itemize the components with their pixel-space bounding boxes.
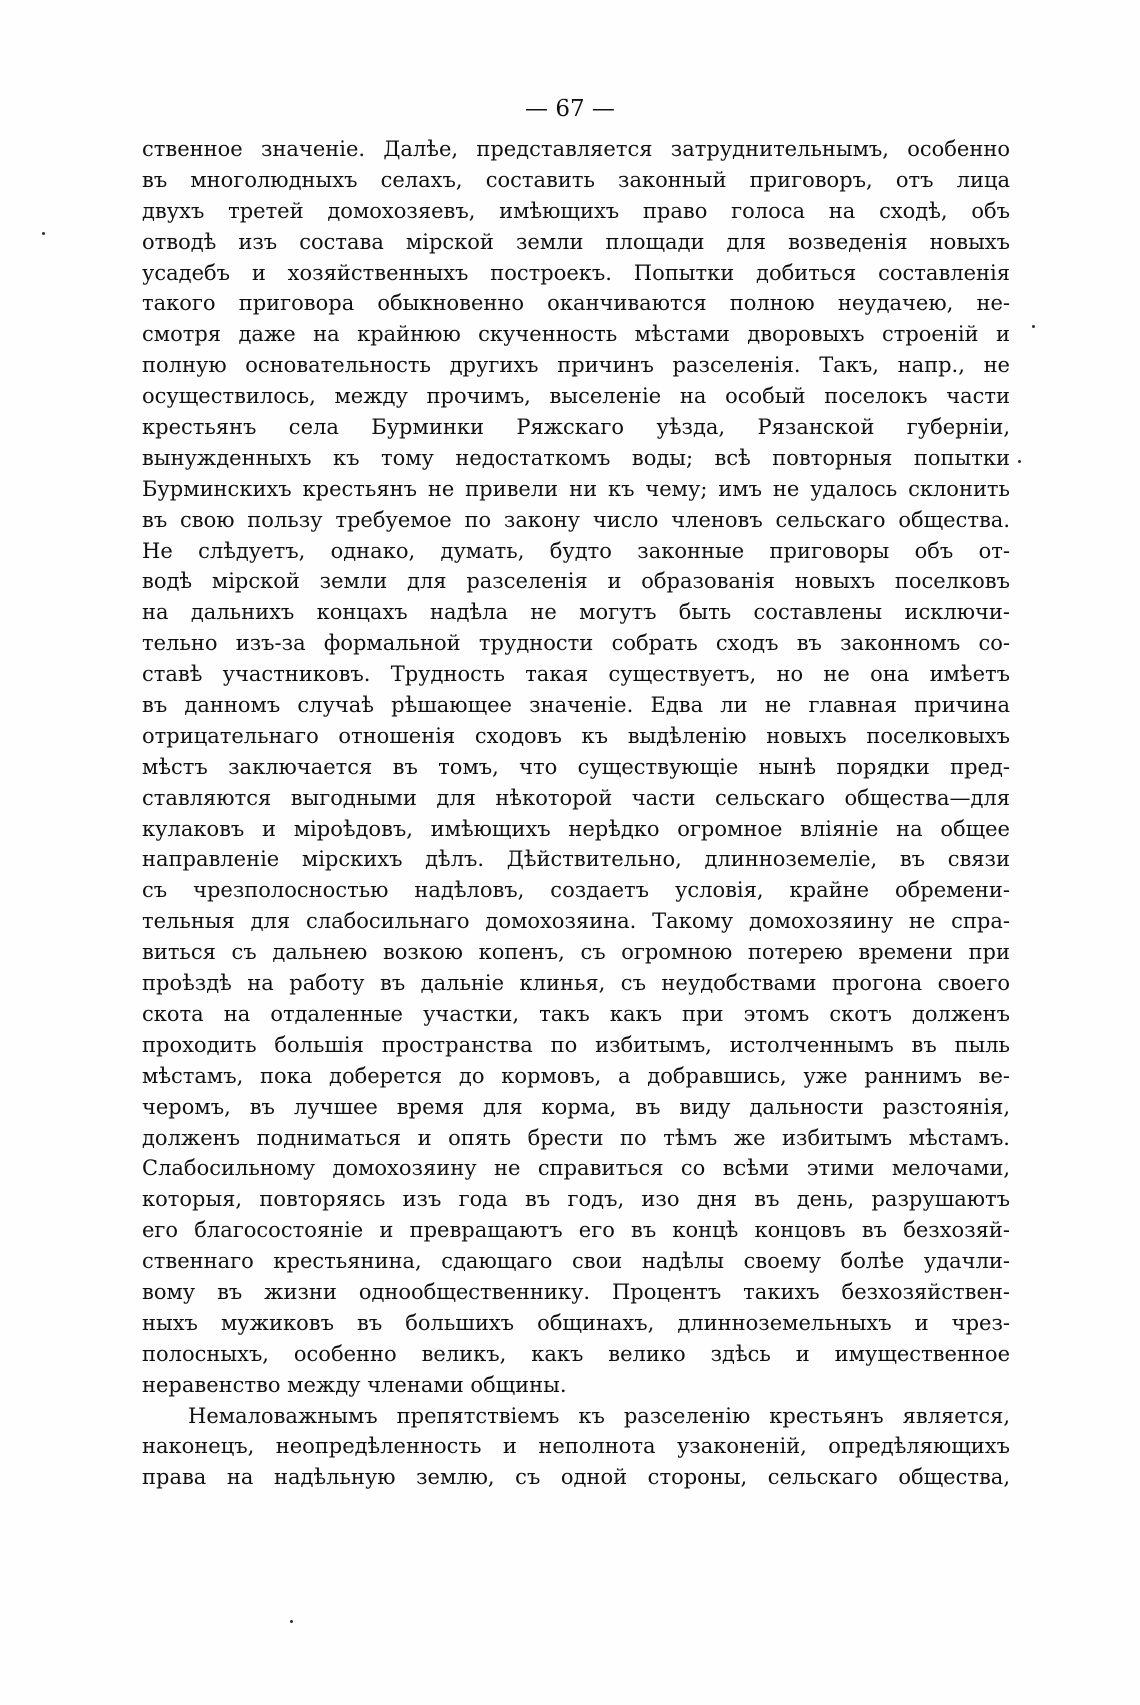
text-line: ставѣ участниковъ. Трудность такая существуетъ, но не она имѣетъ bbox=[142, 662, 1010, 687]
paragraph-start-line: Немаловажнымъ препятствіемъ къ разселенію крестьянъ является, bbox=[188, 1403, 1010, 1428]
text-line: смотря даже на крайнюю скученность мѣстами дворовыхъ строеній и bbox=[142, 322, 1010, 347]
text-line: осуществилось, между прочимъ, выселеніе на особый поселокъ части bbox=[142, 384, 1010, 409]
text-line: вынужденныхъ къ тому недостаткомъ воды; всѣ повторныя попытки bbox=[142, 445, 1010, 470]
text-line: отводѣ изъ состава мірской земли площади для возведенія новыхъ bbox=[142, 229, 1010, 254]
page-number: — 67 — bbox=[525, 96, 615, 122]
text-line: мѣстамъ, пока доберется до кормовъ, а добравшись, уже раннимъ ве- bbox=[142, 1063, 1010, 1088]
text-line: въ многолюдныхъ селахъ, составить законный приговоръ, отъ лица bbox=[142, 167, 1010, 192]
text-line: такого приговора обыкновенно оканчиваются полною неудачею, не- bbox=[142, 291, 1010, 316]
text-line: мѣстъ заключается въ томъ, что существующіе нынѣ порядки пред- bbox=[142, 754, 1010, 779]
text-line: тельныя для слабосильнаго домохозяина. Такому домохозяину не спра- bbox=[142, 909, 1010, 934]
text-line: крестьянъ села Бурминки Ряжскаго уѣзда, Рязанской губерніи, bbox=[142, 415, 1010, 440]
scan-speck bbox=[290, 1620, 293, 1623]
text-line: наконецъ, неопредѣленность и неполнота узаконеній, опредѣляющихъ bbox=[142, 1434, 1010, 1459]
text-line: его благосостояніе и превращаютъ его въ концѣ концовъ въ безхозяй- bbox=[142, 1218, 1010, 1243]
text-line: въ свою пользу требуемое по закону число членовъ сельскаго общества. bbox=[142, 507, 1010, 532]
text-line: вому въ жизни однообщественнику. Процентъ такихъ безхозяйствен- bbox=[142, 1279, 1010, 1304]
text-line: проходить большія пространства по избитымъ, истолченнымъ въ пыль bbox=[142, 1032, 1010, 1057]
text-line: которыя, повторяясь изъ года въ годъ, изо дня въ день, разрушаютъ bbox=[142, 1187, 1010, 1212]
text-line: Не слѣдуетъ, однако, думать, будто законные приговоры объ от- bbox=[142, 538, 1010, 563]
paragraph-end-line: неравенство между членами общины. bbox=[142, 1372, 567, 1397]
text-line: полную основательность другихъ причинъ разселенія. Такъ, напр., не bbox=[142, 353, 1010, 378]
text-line: полосныхъ, особенно великъ, какъ велико здѣсь и имущественное bbox=[142, 1341, 1010, 1366]
text-line: усадебъ и хозяйственныхъ построекъ. Попытки добиться составленія bbox=[142, 260, 1010, 285]
text-line: направленіе мірскихъ дѣлъ. Дѣйствительно, длинноземеліе, въ связи bbox=[142, 847, 1010, 872]
text-line: ственнаго крестьянина, сдающаго свои надѣлы своему болѣе удачли- bbox=[142, 1249, 1010, 1274]
text-line: отрицательнаго отношенія сходовъ къ выдѣленію новыхъ поселковыхъ bbox=[142, 723, 1010, 748]
text-line: ственное значеніе. Далѣе, представляется затруднительнымъ, особенно bbox=[142, 137, 1010, 161]
scan-speck bbox=[42, 232, 45, 235]
text-line: черомъ, въ лучшее время для корма, въ виду дальности разстоянія, bbox=[142, 1094, 1010, 1119]
text-line: права на надѣльную землю, съ одной стороны, сельскаго общества, bbox=[142, 1465, 1010, 1490]
text-line: съ чрезполосностью надѣловъ, создаетъ условія, крайне обремени- bbox=[142, 878, 1010, 903]
body-text bbox=[142, 134, 1010, 1493]
text-line: Слабосильному домохозяину не справиться со всѣми этими мелочами, bbox=[142, 1156, 1010, 1181]
text-line: въ данномъ случаѣ рѣшающее значеніе. Едва ли не главная причина bbox=[142, 693, 1010, 718]
text-line: двухъ третей домохозяевъ, имѣющихъ право голоса на сходѣ, объ bbox=[142, 198, 1010, 223]
text-line: виться съ дальнею возкою копенъ, съ огромною потерею времени при bbox=[142, 940, 1010, 965]
text-line: проѣздѣ на работу въ дальніе клинья, съ неудобствами прогона своего bbox=[142, 971, 1010, 996]
text-line: на дальнихъ концахъ надѣла не могутъ быть составлены исключи- bbox=[142, 600, 1010, 625]
text-line: кулаковъ и міроѣдовъ, имѣющихъ нерѣдко огромное вліяніе на общее bbox=[142, 816, 1010, 841]
scan-speck bbox=[1032, 325, 1035, 328]
text-line: скота на отдаленные участки, такъ какъ при этомъ скотъ долженъ bbox=[142, 1001, 1010, 1026]
text-line: тельно изъ-за формальной трудности собрать сходъ въ законномъ со- bbox=[142, 631, 1010, 656]
text-line: ставляются выгодными для нѣкоторой части сельскаго общества—для bbox=[142, 785, 1010, 810]
text-line: Бурминскихъ крестьянъ не привели ни къ чему; имъ не удалось склонить bbox=[142, 476, 1010, 501]
text-line: водѣ мірской земли для разселенія и образованія новыхъ поселковъ bbox=[142, 569, 1010, 594]
text-line: ныхъ мужиковъ въ большихъ общинахъ, длинноземельныхъ и чрез- bbox=[142, 1310, 1010, 1335]
scan-speck bbox=[1018, 460, 1021, 463]
text-line: долженъ подниматься и опять брести по тѣмъ же избитымъ мѣстамъ. bbox=[142, 1125, 1010, 1150]
